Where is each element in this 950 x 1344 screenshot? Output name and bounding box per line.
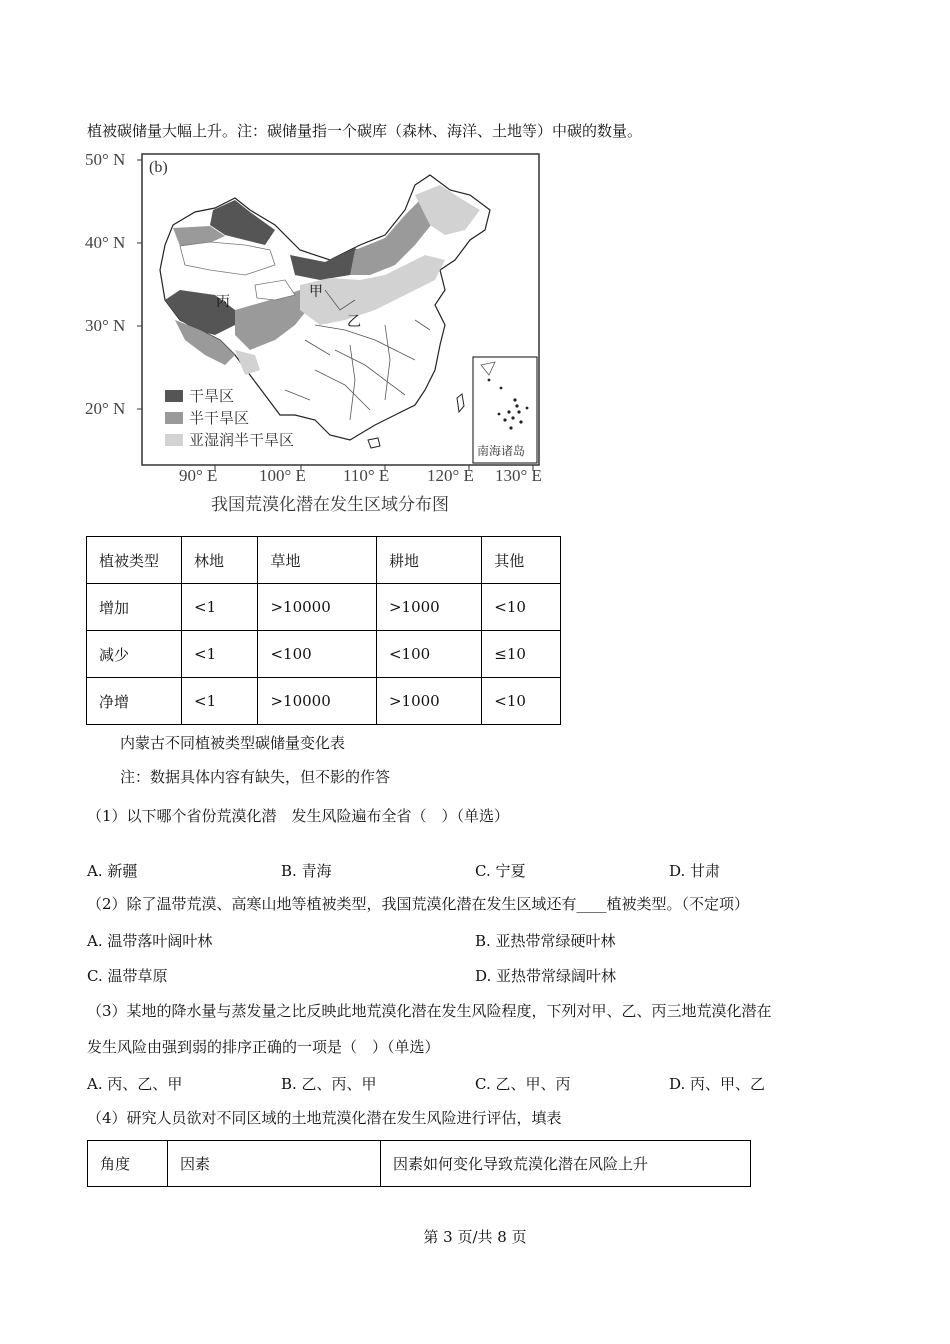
table-cell: >1000 xyxy=(376,584,481,631)
table-cell: <100 xyxy=(376,631,481,678)
legend-swatch-subhumid xyxy=(165,434,183,446)
lat-label-50: 50° N xyxy=(85,150,126,169)
table-cell: >1000 xyxy=(376,678,481,725)
legend-label-subhumid: 亚湿润半干旱区 xyxy=(189,431,295,449)
q2-option-b[interactable]: B. 亚热带常绿硬叶林 xyxy=(475,932,616,950)
legend-swatch-arid xyxy=(165,390,183,402)
place-label-bing: 丙 xyxy=(216,294,230,310)
q1-option-b[interactable]: B. 青海 xyxy=(281,862,332,880)
q3-option-d[interactable]: D. 丙、甲、乙 xyxy=(669,1075,766,1093)
table-header-cell: 其他 xyxy=(482,537,561,584)
q3-stem-line1: （3）某地的降水量与蒸发量之比反映此地荒漠化潜在发生风险程度，下列对甲、乙、丙三地荒漠化潜在 xyxy=(87,1002,772,1020)
lat-label-40: 40° N xyxy=(85,233,126,252)
table-header-cell: 草地 xyxy=(258,537,377,584)
table-cell: 减少 xyxy=(87,631,182,678)
panel-label: (b) xyxy=(149,159,168,176)
q4-stem: （4）研究人员欲对不同区域的土地荒漠化潜在发生风险进行评估，填表 xyxy=(87,1109,562,1127)
table-header-cell: 植被类型 xyxy=(87,537,182,584)
place-label-jia: 甲 xyxy=(309,284,323,300)
intro-line: 植被碳储量大幅上升。注：碳储量指一个碳库（森林、海洋、土地等）中碳的数量。 xyxy=(87,122,643,140)
table-note: 注：数据具体内容有缺失，但不影的作答 xyxy=(120,768,391,786)
table-header-cell: 耕地 xyxy=(376,537,481,584)
q4-header-cell: 因素 xyxy=(168,1141,381,1187)
q4-table xyxy=(87,1140,751,1187)
table-cell: 净增 xyxy=(87,678,182,725)
inset-label: 南海诸岛 xyxy=(477,444,526,458)
lon-label-90: 90° E xyxy=(179,466,218,485)
table-cell: >10000 xyxy=(258,678,377,725)
table-caption: 内蒙古不同植被类型碳储量变化表 xyxy=(120,734,346,752)
table-cell: 增加 xyxy=(87,584,182,631)
table-cell: <1 xyxy=(182,631,258,678)
place-label-yi: 乙 xyxy=(347,314,361,330)
q1-option-a[interactable]: A. 新疆 xyxy=(87,862,138,880)
table-cell: <1 xyxy=(182,678,258,725)
q4-header-cell: 角度 xyxy=(88,1141,168,1187)
q2-option-d[interactable]: D. 亚热带常绿阔叶林 xyxy=(475,967,617,985)
q3-option-b[interactable]: B. 乙、丙、甲 xyxy=(281,1075,377,1093)
map-caption: 我国荒漠化潜在发生区域分布图 xyxy=(211,495,449,515)
table-header-cell: 林地 xyxy=(182,537,258,584)
page-footer: 第 3 页/共 8 页 xyxy=(423,1228,527,1246)
table-header-row xyxy=(87,537,561,584)
table-cell: <10 xyxy=(482,678,561,725)
lon-label-130: 130° E xyxy=(495,466,542,485)
lon-label-110: 110° E xyxy=(343,466,390,485)
q3-option-a[interactable]: A. 丙、乙、甲 xyxy=(87,1075,183,1093)
table-row xyxy=(87,631,561,678)
legend-swatch-semiarid xyxy=(165,412,183,424)
table-cell: <10 xyxy=(482,584,561,631)
q4-header-cell: 因素如何变化导致荒漠化潜在风险上升 xyxy=(381,1141,751,1187)
q3-option-c[interactable]: C. 乙、甲、丙 xyxy=(475,1075,571,1093)
legend-label-semiarid: 半干旱区 xyxy=(189,409,250,427)
table-row xyxy=(87,584,561,631)
q1-option-c[interactable]: C. 宁夏 xyxy=(475,862,526,880)
q2-option-c[interactable]: C. 温带草原 xyxy=(87,967,168,985)
legend-label-arid: 干旱区 xyxy=(189,387,235,405)
carbon-storage-table xyxy=(86,536,561,725)
table-row xyxy=(87,678,561,725)
q2-option-a[interactable]: A. 温带落叶阔叶林 xyxy=(87,932,213,950)
desertification-map xyxy=(85,150,565,520)
table-cell: <1 xyxy=(182,584,258,631)
lat-label-20: 20° N xyxy=(85,399,126,418)
table-cell: ≤10 xyxy=(482,631,561,678)
table-cell: >10000 xyxy=(258,584,377,631)
q3-stem-line2: 发生风险由强到弱的排序正确的一项是（ ）（单选） xyxy=(87,1038,440,1056)
q4-header-row xyxy=(88,1141,751,1187)
q2-stem: （2）除了温带荒漠、高寒山地等植被类型，我国荒漠化潜在发生区域还有____植被类型。（不定项） xyxy=(87,895,750,913)
lon-label-120: 120° E xyxy=(427,466,474,485)
q1-option-d[interactable]: D. 甘肃 xyxy=(669,862,721,880)
map-figure xyxy=(85,150,565,520)
table-cell: <100 xyxy=(258,631,377,678)
lat-label-30: 30° N xyxy=(85,316,126,335)
q1-stem: （1）以下哪个省份荒漠化潜 发生风险遍布全省（ ）（单选） xyxy=(87,807,510,825)
lon-label-100: 100° E xyxy=(259,466,306,485)
